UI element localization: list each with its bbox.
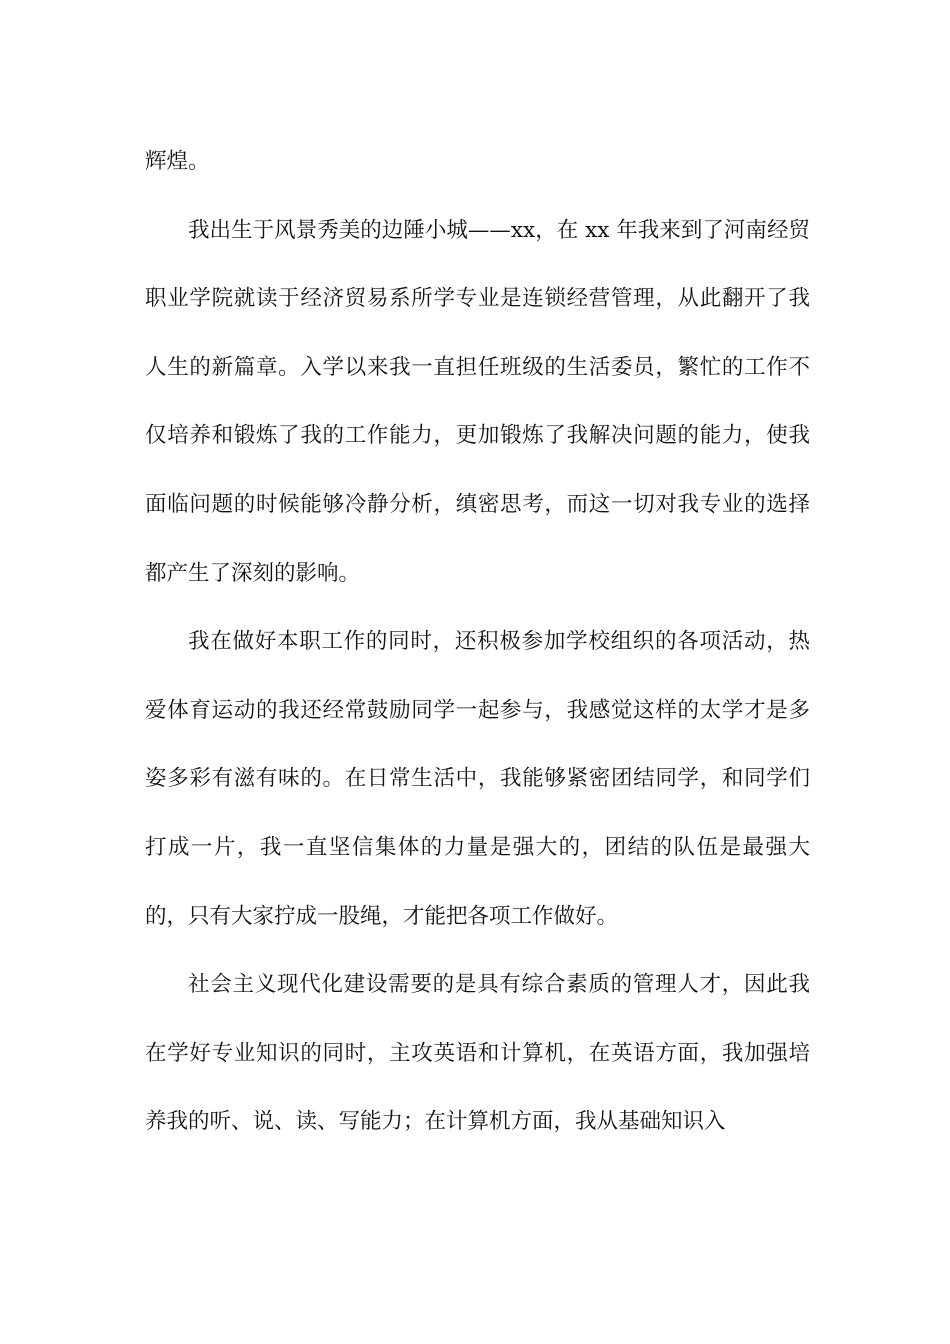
document-body [145,128,810,1157]
paragraph-activities: 我在做好本职工作的同时，还积极参加学校组织的各项活动，热爱体育运动的我还经常鼓励同学一起参与，我感觉这样的太学才是多姿多彩有滋有味的。在日常生活中，我能够紧密团结同学，和同学们打成一片，我一直坚信集体的力量是强大的，团结的队伍是最强大的，只有大家拧成一股绳，才能把各项工作做好。 [145,629,810,929]
paragraph-continuation: 辉煌。 [145,149,210,174]
paragraph-background: 我出生于风景秀美的边陲小城——xx，在 xx 年我来到了河南经贸职业学院就读于经济贸易系所学专业是连锁经营管理，从此翻开了我人生的新篇章。入学以来我一直担任班级的生活委员，繁忙的工作不仅培养和锻炼了我的工作能力，更加锻炼了我解决问题的能力，使我面临问题的时候能够冷静分析，缜密思考，而这一切对我专业的选择都产生了深刻的影响。 [145,217,810,586]
paragraph-skills: 社会主义现代化建设需要的是具有综合素质的管理人才，因此我在学好专业知识的同时，主攻英语和计算机，在英语方面，我加强培养我的听、说、读、写能力；在计算机方面，我从基础知识入 [145,972,810,1135]
